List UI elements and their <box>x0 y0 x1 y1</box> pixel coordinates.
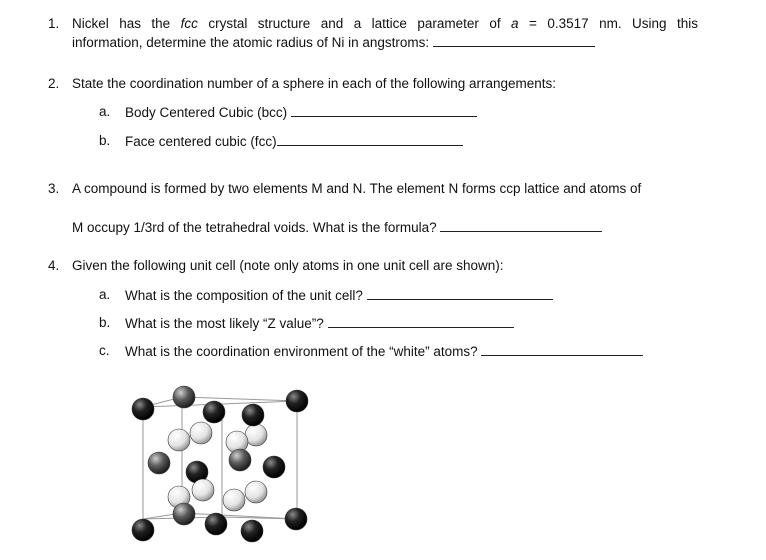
atom-black <box>241 520 263 542</box>
atom-black <box>263 456 285 478</box>
atom-dark <box>229 449 251 471</box>
question-text: Nickel has the fcc crystal structure and a lattice parameter of a = 0.3517 nm. Using this information, determine the atomic radius of Ni in angstroms: <box>72 16 698 50</box>
atom-black <box>285 508 307 530</box>
atom-black <box>242 404 264 426</box>
atom-black <box>205 513 227 535</box>
question-number: 4. <box>48 258 60 273</box>
answer-blank[interactable] <box>291 104 477 117</box>
question-2 <box>48 76 556 91</box>
sub-question-4a: a. What is the composition of the unit cell? <box>99 287 553 303</box>
sub-question-2b: b. Face centered cubic (fcc) <box>99 133 463 149</box>
atom-dark <box>173 386 195 408</box>
answer-blank[interactable] <box>367 287 553 300</box>
atom-white <box>192 479 214 501</box>
answer-blank[interactable] <box>277 133 463 146</box>
atom-dark <box>173 503 195 525</box>
atom-white <box>168 429 190 451</box>
fcc-term: fcc <box>180 16 198 31</box>
question-number: 3. <box>48 181 60 196</box>
question-text: State the coordination number of a sphere in each of the following arrangements: <box>72 76 557 91</box>
atom-dark <box>148 452 170 474</box>
answer-blank[interactable] <box>433 34 595 47</box>
answer-blank[interactable] <box>440 219 602 232</box>
question-text: Given the following unit cell (note only atoms in one unit cell are shown): <box>72 258 504 273</box>
atom-white <box>245 481 267 503</box>
lattice-variable: a <box>511 16 519 31</box>
question-4 <box>48 258 503 273</box>
question-3 <box>48 181 641 196</box>
atom-white <box>223 489 245 511</box>
answer-blank[interactable] <box>481 343 643 356</box>
atom-black <box>286 390 308 412</box>
atom-black <box>132 519 154 541</box>
atom-black <box>132 398 154 420</box>
atom-white <box>190 422 212 444</box>
answer-blank[interactable] <box>328 315 514 328</box>
atom-black <box>203 401 225 423</box>
unit-cell-figure <box>115 378 315 553</box>
question-text: A compound is formed by two elements M and N. The element N forms ccp lattice and atoms of <box>72 181 642 196</box>
sub-question-2a: a. Body Centered Cubic (bcc) <box>99 104 477 120</box>
question-number: 1. <box>48 16 60 31</box>
question-1 <box>48 16 698 50</box>
question-number: 2. <box>48 76 60 91</box>
question-3-line-2: M occupy 1/3rd of the tetrahedral voids. What is the formula? <box>48 219 602 235</box>
atom-white <box>245 424 267 446</box>
sub-question-4b: b. What is the most likely “Z value”? <box>99 315 514 331</box>
sub-question-4c: c. What is the coordination environment of the “white” atoms? <box>99 343 643 359</box>
